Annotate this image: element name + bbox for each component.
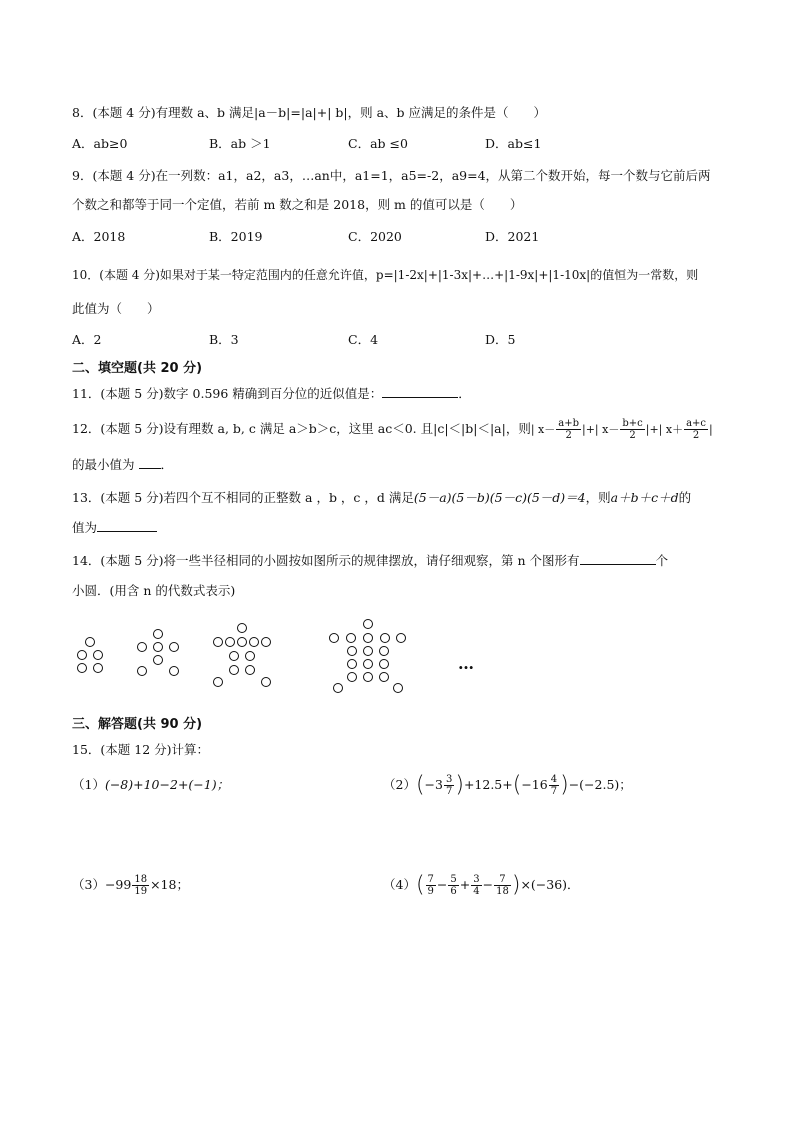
fraction-b-plus-c-over-2: $\frac{b+c}{2}$ <box>622 418 643 441</box>
question-15-part-1 <box>72 776 229 794</box>
option-b: B．3 <box>209 332 239 347</box>
question-14-stem-tail: 个 <box>655 553 669 568</box>
part-1-expression: (−8)+10−2+(−1)； <box>104 777 230 792</box>
part-4-op-3: − <box>482 877 494 892</box>
question-14-stem: 14．(本题 5 分)将一些半径相同的小圆按如图所示的规律摆放，请仔细观察，第 n 个图形有 <box>72 553 580 568</box>
part-4-fraction-3: $\frac{3}{4}$ <box>473 874 480 897</box>
answer-blank[interactable] <box>382 385 458 398</box>
question-9-stem-line1: 9．(本题 4 分)在一列数：a1，a2，a3，…an中，a1=1，a5=-2，a9=4，从第二个数开始，每一个数与它前后两 <box>72 168 711 183</box>
option-a: A．2 <box>72 332 102 347</box>
part-4-fraction-2: $\frac{5}{6}$ <box>450 874 457 897</box>
part-2-fraction-a: $\frac{3}{7}$ <box>445 774 453 797</box>
answer-blank[interactable] <box>580 552 656 565</box>
question-13-line1 <box>72 489 691 507</box>
part-4-fraction-4: $\frac{7}{18}$ <box>496 874 509 897</box>
part-4-end: ×(−36)． <box>520 877 580 892</box>
abs-term-end: | <box>709 423 713 436</box>
question-13-line2 <box>72 519 157 537</box>
answer-blank[interactable] <box>97 519 157 532</box>
part-4-op-2: + <box>459 877 471 892</box>
question-9-stem-line2: 个数之和都等于同一个定值，若前 m 数之和是 2018，则 m 的值可以是（ ） <box>72 197 523 212</box>
question-13-lead: 13．(本题 5 分)若四个互不相同的正整数 a ，b ，c ，d 满足 <box>72 490 414 505</box>
question-10-options <box>72 331 732 349</box>
option-b: B．ab ＞1 <box>209 136 271 151</box>
part-3-fraction: $\frac{18}{19}$ <box>134 874 148 897</box>
close-paren: ) <box>455 772 464 798</box>
question-15-part-4 <box>383 868 580 902</box>
part-4-op-1: − <box>436 877 448 892</box>
question-12-line2-suffix: ． <box>160 457 174 472</box>
option-d: D．2021 <box>485 229 540 244</box>
question-11-stem: 11．(本题 5 分)数字 0.596 精确到百分位的近似值是： <box>72 386 383 401</box>
open-paren: ( <box>512 772 522 798</box>
option-a: A．ab≥0 <box>72 136 128 151</box>
option-c: C．4 <box>348 332 379 347</box>
pattern-4 <box>330 620 406 693</box>
question-14-line1 <box>72 552 668 570</box>
question-10-stem-line1: 10．(本题 4 分)如果对于某一特定范围内的任意允许值，p=|1-2x|+|1-3x|+…+|1-9x|+|1-10x|的值恒为一常数，则 <box>72 268 699 282</box>
part-4-fraction-1: $\frac{7}{9}$ <box>427 874 434 897</box>
option-c: C．ab ≤0 <box>348 136 408 151</box>
option-b: B．2019 <box>209 229 263 244</box>
question-12-line2 <box>72 456 173 474</box>
fraction-a-plus-b-over-2: $\frac{a+b}{2}$ <box>558 418 579 441</box>
close-paren: ) <box>560 772 569 798</box>
pattern-continuation-ellipsis: … <box>458 654 474 673</box>
part-2-middle: +12.5+ <box>463 777 513 792</box>
answer-blank[interactable] <box>139 456 161 469</box>
pattern-1 <box>78 638 103 673</box>
part-2-whole-a: −3 <box>424 777 443 792</box>
part-2-label: （2） <box>383 777 416 792</box>
abs-term-1-prefix: | x－ <box>530 423 556 436</box>
part-3-whole: −99 <box>104 877 132 892</box>
question-13-line2-text: 值为 <box>72 520 98 535</box>
question-10-stem-line2: 此值为（ ） <box>72 301 160 316</box>
option-d: D．5 <box>485 332 516 347</box>
circle-pattern-figure <box>72 618 492 704</box>
question-12-line2-prefix: 的最小值为 <box>72 457 135 472</box>
question-13-equation: (5－a)(5－b)(5－c)(5－d)＝4 <box>413 490 586 505</box>
question-13-mid: ，则 <box>585 490 611 505</box>
question-13-sum: a＋b＋c＋d <box>610 490 679 505</box>
pattern-2 <box>138 630 179 676</box>
option-d: D．ab≤1 <box>485 136 542 151</box>
question-11-tail: ． <box>458 386 471 401</box>
part-2-end: −(−2.5)； <box>568 777 632 792</box>
section-heading-fill-in: 二、填空题(共 20 分) <box>72 361 203 376</box>
option-c: C．2020 <box>348 229 402 244</box>
abs-term-2-prefix: |+| x－ <box>582 423 620 436</box>
question-13-tail: 的 <box>678 490 692 505</box>
question-15-stem: 15．(本题 12 分)计算： <box>72 742 210 757</box>
part-1-label: （1） <box>72 777 105 792</box>
question-15-part-2 <box>383 768 632 802</box>
question-8-stem: 8．(本题 4 分)有理数 a、b 满足|a－b|=|a|+| b|，则 a、b 应满足的条件是（ ） <box>72 105 547 120</box>
question-15-part-3 <box>72 870 189 900</box>
close-paren: ) <box>511 872 521 898</box>
option-a: A．2018 <box>72 229 126 244</box>
question-14-line2: 小圆．(用含 n 的代数式表示) <box>72 583 236 598</box>
question-9-options <box>72 228 732 246</box>
part-2-whole-b: −16 <box>521 777 548 792</box>
question-12-line1 <box>72 414 713 444</box>
question-8-options <box>72 135 732 153</box>
question-11 <box>72 385 471 403</box>
abs-term-3-prefix: |+| x＋ <box>645 423 684 436</box>
open-paren: ( <box>415 872 425 898</box>
question-12-lead: 12．(本题 5 分)设有理数 a, b, c 满足 a＞b＞c，这里 ac＜0. 且|c|＜|b|＜|a|，则 <box>72 421 531 436</box>
part-3-label: （3） <box>72 877 105 892</box>
part-4-label: （4） <box>383 877 416 892</box>
open-paren: ( <box>415 772 425 798</box>
fraction-a-plus-c-over-2: $\frac{a+c}{2}$ <box>686 418 707 441</box>
part-3-end: ×18； <box>150 877 189 892</box>
pattern-3 <box>214 624 271 687</box>
part-2-fraction-b: $\frac{4}{7}$ <box>550 774 558 797</box>
section-heading-solutions: 三、解答题(共 90 分) <box>72 717 203 732</box>
